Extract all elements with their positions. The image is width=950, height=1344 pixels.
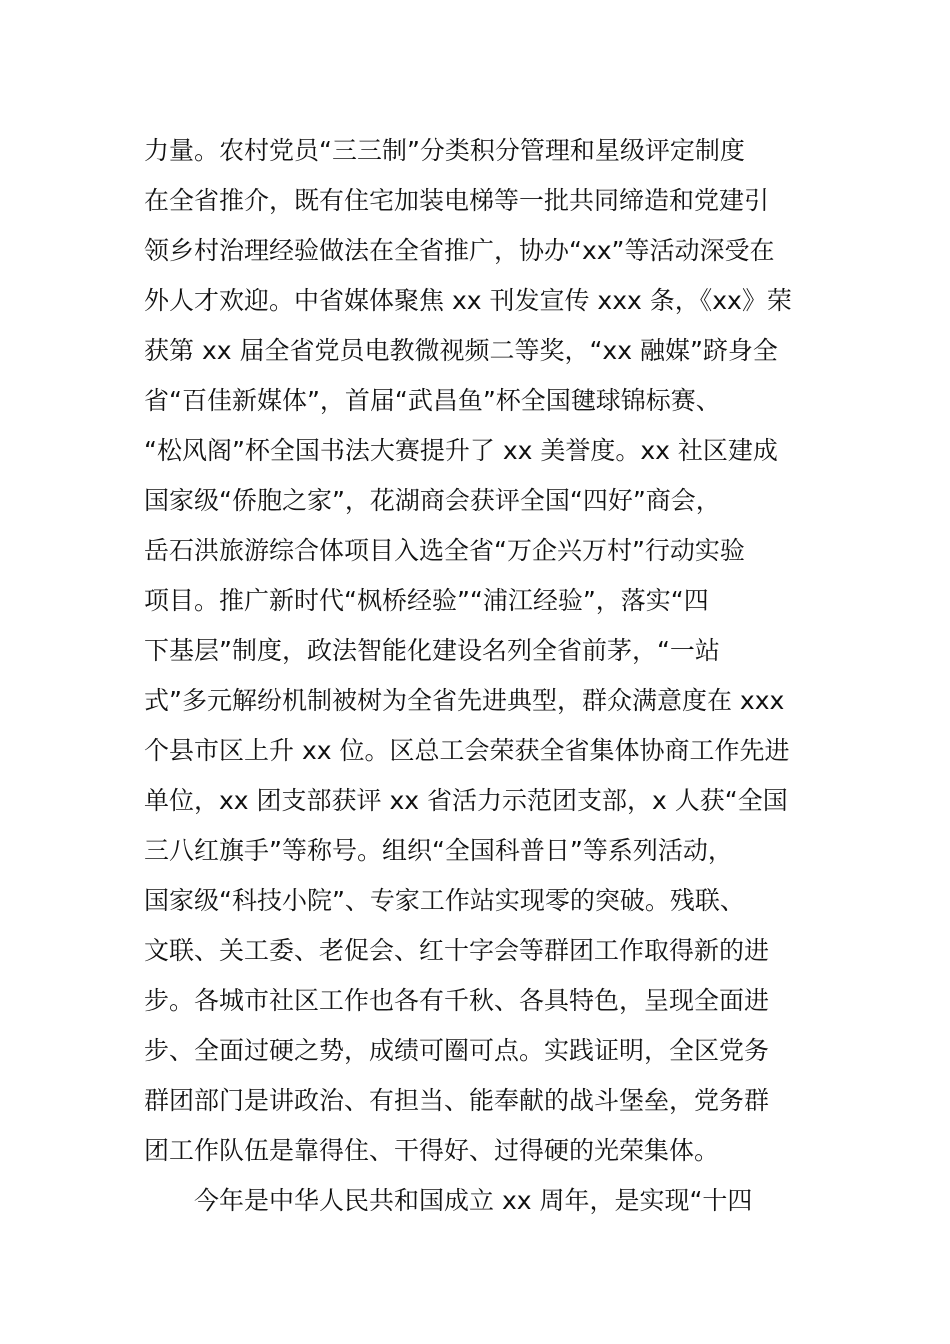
text-line: 获第 xx 届全省党员电教微视频二等奖，“xx 融媒”跻身全	[144, 336, 778, 365]
text-line: 团工作队伍是靠得住、干得好、过得硬的光荣集体。	[144, 1136, 720, 1165]
text-line: 文联、关工委、老促会、红十字会等群团工作取得新的进	[144, 936, 770, 965]
text-line: 群团部门是讲政治、有担当、能奉献的战斗堡垒，党务群	[144, 1086, 770, 1115]
paragraph-start-line: 今年是中华人民共和国成立 xx 周年，是实现“十四	[194, 1186, 753, 1215]
text-line: 步。各城市社区工作也各有千秋、各具特色，呈现全面进	[144, 986, 770, 1015]
text-line: 步、全面过硬之势，成绩可圈可点。实践证明，全区党务	[144, 1036, 770, 1065]
text-line: 下基层”制度，政法智能化建设名列全省前茅，“一站	[144, 636, 720, 665]
text-line: “松风阁”杯全国书法大赛提升了 xx 美誉度。xx 社区建成	[144, 436, 778, 465]
text-line: 项目。推广新时代“枫桥经验”“浦江经验”，落实“四	[144, 586, 709, 615]
text-line: 省“百佳新媒体”，首届“武昌鱼”杯全国毽球锦标赛、	[144, 386, 721, 415]
text-line: 三八红旗手”等称号。组织“全国科普日”等系列活动，	[144, 836, 733, 865]
text-line: 在全省推介，既有住宅加装电梯等一批共同缔造和党建引	[144, 186, 770, 215]
text-line: 个县市区上升 xx 位。区总工会荣获全省集体协商工作先进	[144, 736, 790, 765]
text-line: 国家级“科技小院”、专家工作站实现零的突破。残联、	[144, 886, 745, 915]
text-line: 岳石洪旅游综合体项目入选全省“万企兴万村”行动实验	[144, 536, 745, 565]
text-line: 式”多元解纷机制被树为全省先进典型，群众满意度在 xxx	[144, 686, 785, 715]
text-line: 单位，xx 团支部获评 xx 省活力示范团支部，x 人获“全国	[144, 786, 788, 815]
text-line: 领乡村治理经验做法在全省推广，协办“xx”等活动深受在	[144, 236, 775, 265]
body-text	[144, 126, 809, 1226]
text-line: 力量。农村党员“三三制”分类积分管理和星级评定制度	[144, 136, 745, 165]
text-line: 国家级“侨胞之家”，花湖商会获评全国“四好”商会，	[144, 486, 721, 515]
text-line: 外人才欢迎。中省媒体聚焦 xx 刊发宣传 xxx 条，《xx》荣	[144, 286, 792, 315]
